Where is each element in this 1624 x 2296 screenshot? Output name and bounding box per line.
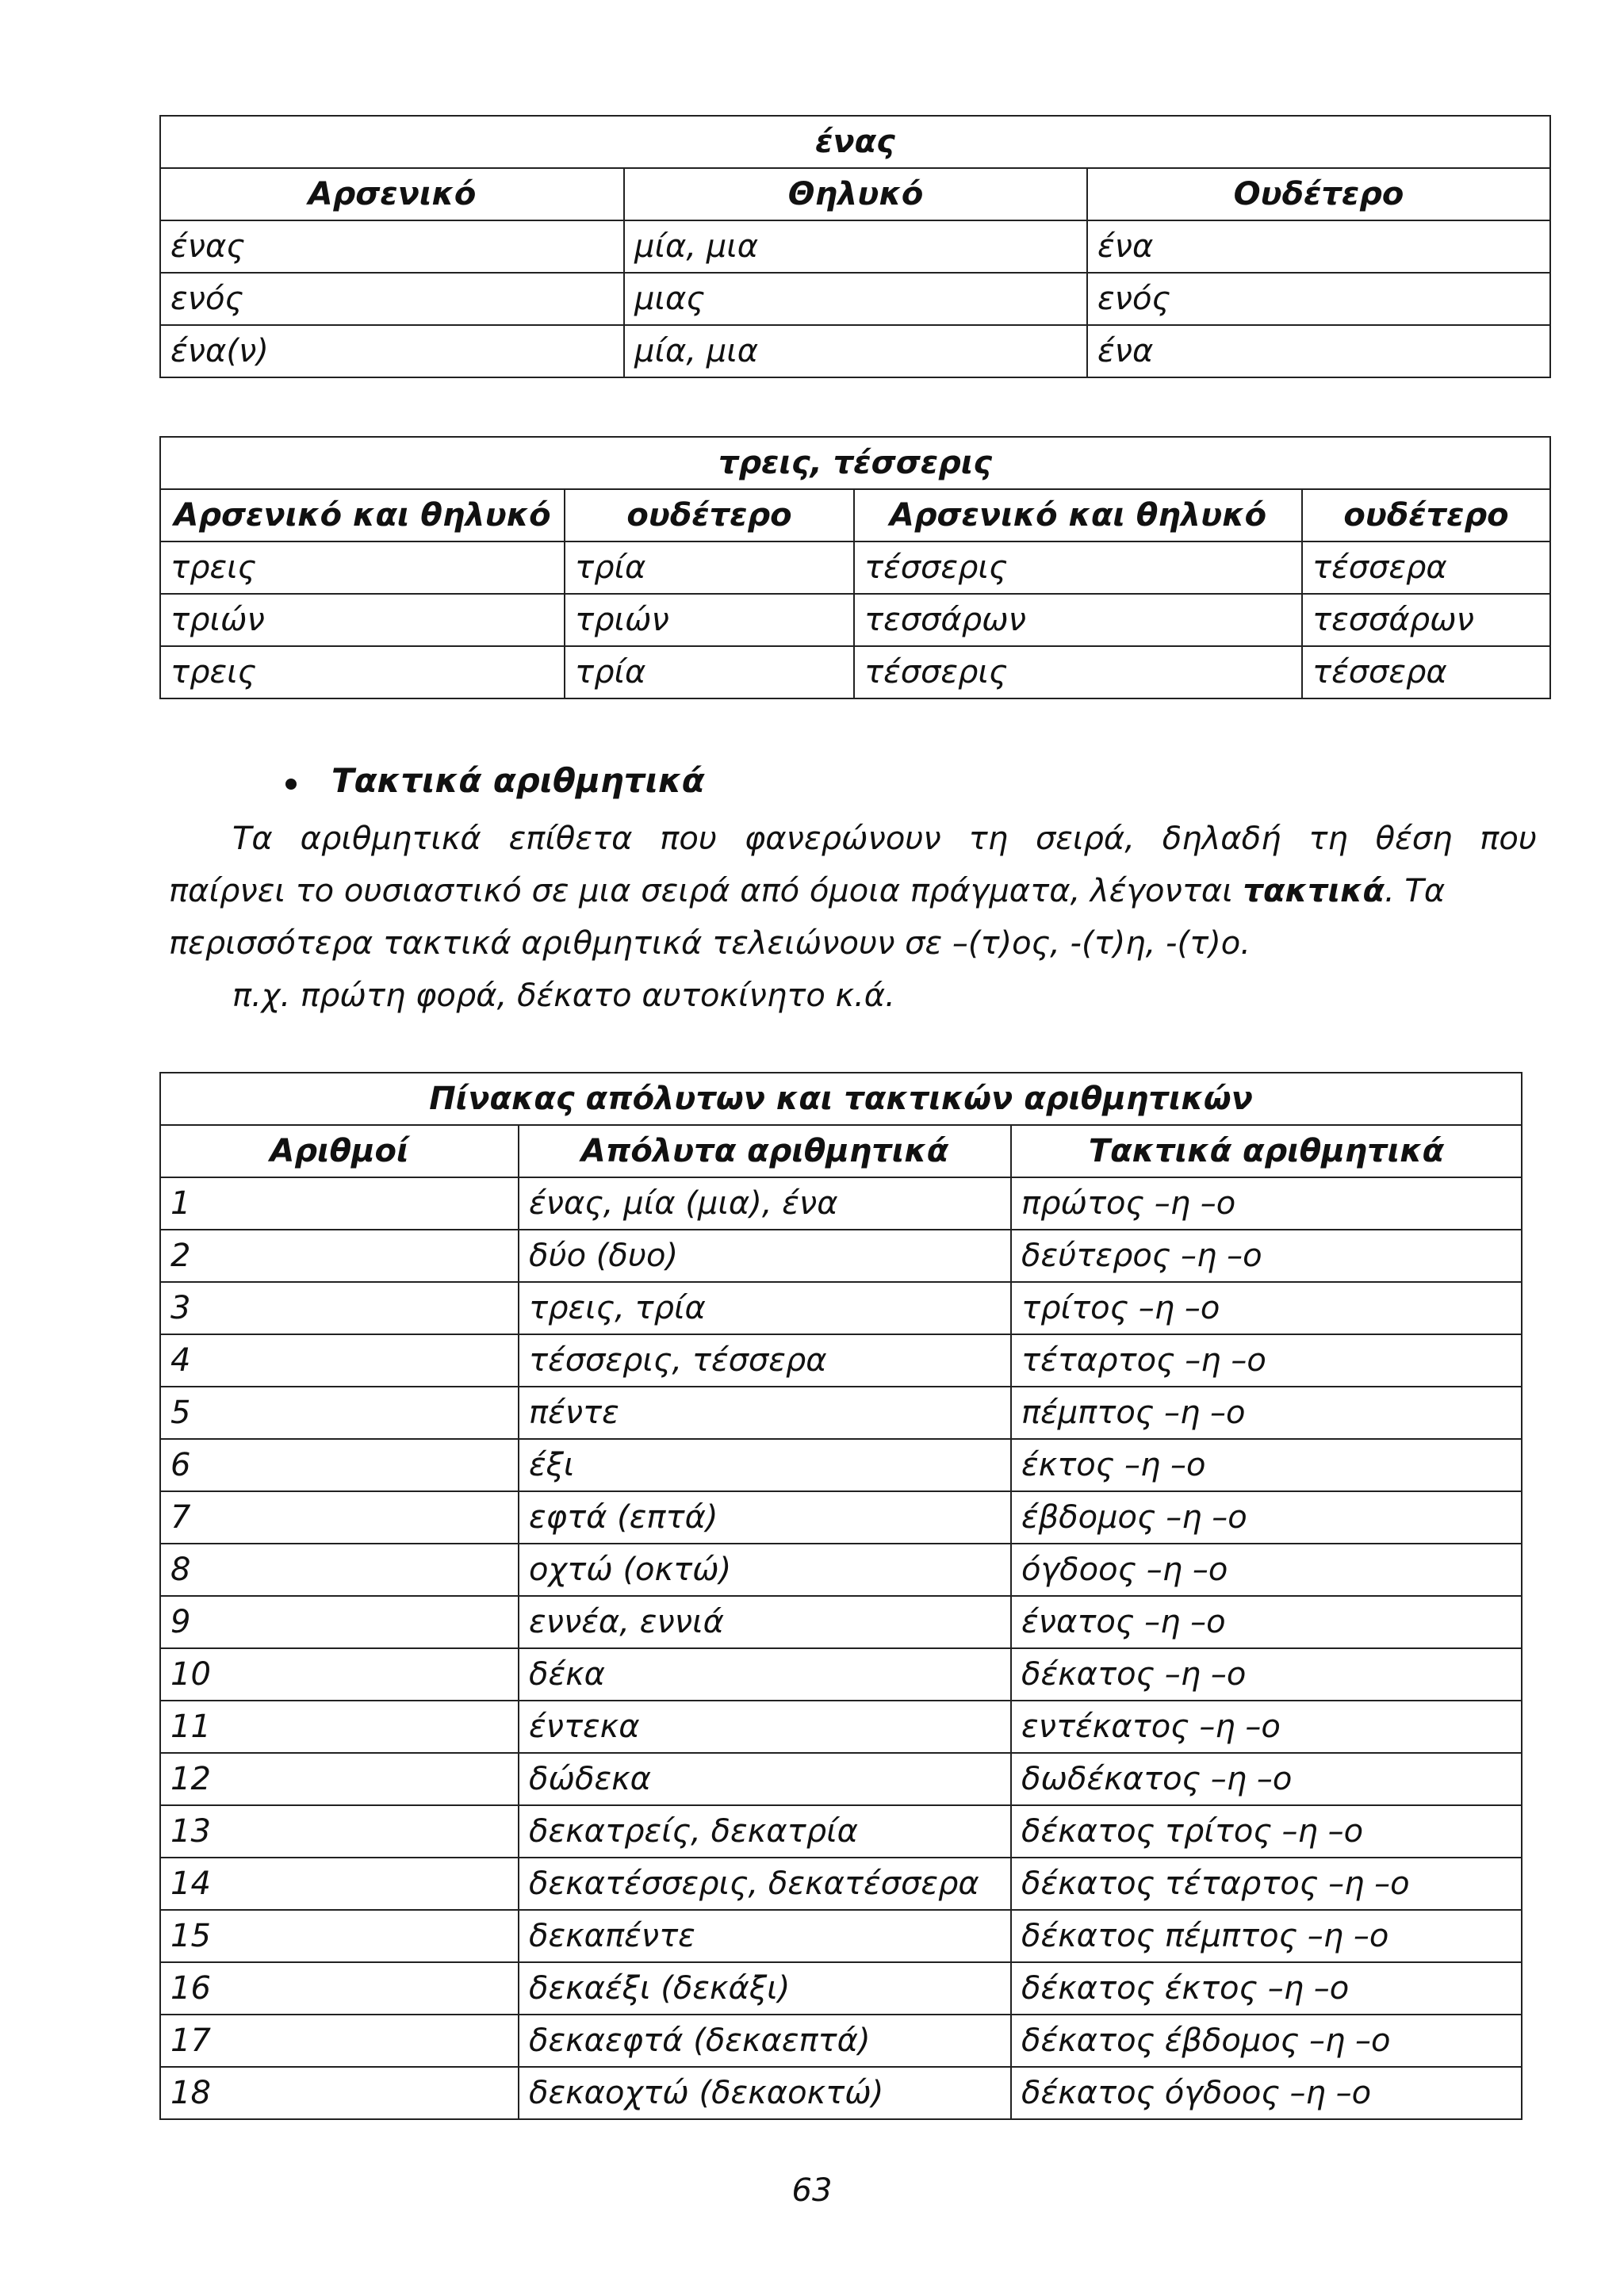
table-row — [160, 1648, 1522, 1701]
table-row — [160, 1596, 1522, 1648]
paragraph-line: Τα αριθμητικά επίθετα που φανερώνουν τη σειρά, δηλαδή τη θέση που — [232, 821, 1537, 857]
bullet-icon — [285, 779, 297, 790]
table-cell: τρεις, τρία — [519, 1282, 1011, 1334]
table-cell: πέντε — [519, 1387, 1011, 1439]
table-cell: δέκα — [519, 1648, 1011, 1701]
table-cell: 15 — [160, 1910, 519, 1962]
table-cell: τρεις — [160, 646, 565, 698]
table-row — [160, 1701, 1522, 1753]
table-cell: εννέα, εννιά — [519, 1596, 1011, 1648]
table-numerals — [159, 1072, 1522, 2120]
column-header: Αρσενικό και θηλυκό — [160, 489, 565, 541]
table-cell: δεκαεφτά (δεκαεπτά) — [519, 2015, 1011, 2067]
column-header: Αρσενικό — [160, 168, 624, 220]
table-cell: εφτά (επτά) — [519, 1491, 1011, 1544]
table-cell: έξι — [519, 1439, 1011, 1491]
column-header: Αριθμοί — [160, 1125, 519, 1177]
table-cell: τέταρτος –η –ο — [1011, 1334, 1522, 1387]
table-cell: τέσσερις, τέσσερα — [519, 1334, 1011, 1387]
table-cell: 7 — [160, 1491, 519, 1544]
table-row — [160, 220, 1550, 273]
table-cell: ενός — [1087, 273, 1550, 325]
table-cell: ενός — [160, 273, 624, 325]
table-cell: οχτώ (οκτώ) — [519, 1544, 1011, 1596]
table-cell: έκτος –η –ο — [1011, 1439, 1522, 1491]
table-cell: 4 — [160, 1334, 519, 1387]
table-treis-tesseris — [159, 436, 1551, 699]
table-cell: τριών — [565, 594, 854, 646]
table-row — [160, 1282, 1522, 1334]
table-cell: 8 — [160, 1544, 519, 1596]
column-header: Τακτικά αριθμητικά — [1011, 1125, 1522, 1177]
table-title: ένας — [160, 116, 1550, 168]
table-cell: πρώτος –η –ο — [1011, 1177, 1522, 1230]
table-cell: 14 — [160, 1858, 519, 1910]
table-cell: μία, μια — [624, 325, 1087, 377]
table-cell: τριών — [160, 594, 565, 646]
table-row — [160, 325, 1550, 377]
table-cell: 6 — [160, 1439, 519, 1491]
table-cell: δέκατος έκτος –η –ο — [1011, 1962, 1522, 2015]
table-cell: πέμπτος –η –ο — [1011, 1387, 1522, 1439]
table-cell: τρία — [565, 541, 854, 594]
table-row — [160, 1805, 1522, 1858]
table-cell: δεκαέξι (δεκάξι) — [519, 1962, 1011, 2015]
column-header: ουδέτερο — [1302, 489, 1550, 541]
table-row — [160, 1334, 1522, 1387]
table-title: τρεις, τέσσερις — [160, 437, 1550, 489]
table-cell: όγδοος –η –ο — [1011, 1544, 1522, 1596]
table-cell: 18 — [160, 2067, 519, 2119]
table-cell: ένα — [1087, 220, 1550, 273]
column-header: ουδέτερο — [565, 489, 854, 541]
table-cell: δύο (δυο) — [519, 1230, 1011, 1282]
table-row — [160, 1910, 1522, 1962]
table-cell: τρεις — [160, 541, 565, 594]
table-row — [160, 1439, 1522, 1491]
table-cell: 12 — [160, 1753, 519, 1805]
table-cell: 3 — [160, 1282, 519, 1334]
table-header-row — [160, 168, 1550, 220]
table-cell: 1 — [160, 1177, 519, 1230]
table-cell: τέσσερις — [854, 646, 1302, 698]
table-cell: δεκαπέντε — [519, 1910, 1011, 1962]
table-cell: τέσσερα — [1302, 541, 1550, 594]
page-number: 63 — [791, 2172, 833, 2209]
column-header: Αρσενικό και θηλυκό — [854, 489, 1302, 541]
table-cell: ένας, μία (μια), ένα — [519, 1177, 1011, 1230]
table-row — [160, 1230, 1522, 1282]
table-cell: δέκατος τέταρτος –η –ο — [1011, 1858, 1522, 1910]
table-cell: τρία — [565, 646, 854, 698]
paragraph-text: . Τα — [1384, 873, 1446, 909]
table-cell: τεσσάρων — [1302, 594, 1550, 646]
table-cell: έντεκα — [519, 1701, 1011, 1753]
table-cell: τεσσάρων — [854, 594, 1302, 646]
table-cell: ένας — [160, 220, 624, 273]
table-row — [160, 2067, 1522, 2119]
table-cell: ένατος –η –ο — [1011, 1596, 1522, 1648]
column-header: Ουδέτερο — [1087, 168, 1550, 220]
table-cell: δέκατος –η –ο — [1011, 1648, 1522, 1701]
paragraph-line — [169, 865, 1537, 917]
table-cell: 16 — [160, 1962, 519, 2015]
table-row — [160, 594, 1550, 646]
table-row — [160, 1962, 1522, 2015]
section-heading: Τακτικά αριθμητικά — [331, 761, 705, 800]
table-cell: μιας — [624, 273, 1087, 325]
table-row — [160, 1491, 1522, 1544]
table-cell: ένα — [1087, 325, 1550, 377]
table-cell: έβδομος –η –ο — [1011, 1491, 1522, 1544]
table-cell: 13 — [160, 1805, 519, 1858]
table-header-row — [160, 1125, 1522, 1177]
paragraph-line: περισσότερα τακτικά αριθμητικά τελειώνουν σε –(τ)ος, -(τ)η, -(τ)ο. — [169, 925, 1251, 962]
table-title: Πίνακας απόλυτων και τακτικών αριθμητικών — [160, 1073, 1522, 1125]
table-row — [160, 541, 1550, 594]
bold-term: τακτικά — [1243, 873, 1385, 909]
table-cell: 10 — [160, 1648, 519, 1701]
table-row — [160, 646, 1550, 698]
table-row — [160, 1177, 1522, 1230]
table-cell: 17 — [160, 2015, 519, 2067]
table-cell: δέκατος πέμπτος –η –ο — [1011, 1910, 1522, 1962]
table-row — [160, 1858, 1522, 1910]
column-header: Θηλυκό — [624, 168, 1087, 220]
paragraph-text: παίρνει το ουσιαστικό σε μια σειρά από όμοια πράγματα, λέγονται — [169, 873, 1243, 909]
table-cell: δεκατέσσερις, δεκατέσσερα — [519, 1858, 1011, 1910]
table-row — [160, 273, 1550, 325]
table-cell: δεκατρείς, δεκατρία — [519, 1805, 1011, 1858]
table-cell: 9 — [160, 1596, 519, 1648]
example-line: π.χ. πρώτη φορά, δέκατο αυτοκίνητο κ.ά. — [232, 978, 895, 1014]
table-cell: τέσσερα — [1302, 646, 1550, 698]
table-row — [160, 1544, 1522, 1596]
table-cell: εντέκατος –η –ο — [1011, 1701, 1522, 1753]
table-cell: δεκαοχτώ (δεκαοκτώ) — [519, 2067, 1011, 2119]
table-cell: μία, μια — [624, 220, 1087, 273]
table-row — [160, 1387, 1522, 1439]
table-cell: 2 — [160, 1230, 519, 1282]
table-cell: δώδεκα — [519, 1753, 1011, 1805]
table-cell: 5 — [160, 1387, 519, 1439]
table-cell: δέκατος όγδοος –η –ο — [1011, 2067, 1522, 2119]
table-body — [160, 1177, 1522, 2119]
table-cell: ένα(ν) — [160, 325, 624, 377]
column-header: Απόλυτα αριθμητικά — [519, 1125, 1011, 1177]
table-header-row — [160, 489, 1550, 541]
table-row — [160, 1753, 1522, 1805]
table-enas — [159, 115, 1551, 378]
table-row — [160, 2015, 1522, 2067]
table-cell: δεύτερος –η –ο — [1011, 1230, 1522, 1282]
table-cell: δέκατος τρίτος –η –ο — [1011, 1805, 1522, 1858]
table-cell: τρίτος –η –ο — [1011, 1282, 1522, 1334]
table-cell: δωδέκατος –η –ο — [1011, 1753, 1522, 1805]
table-cell: 11 — [160, 1701, 519, 1753]
table-cell: δέκατος έβδομος –η –ο — [1011, 2015, 1522, 2067]
table-cell: τέσσερις — [854, 541, 1302, 594]
